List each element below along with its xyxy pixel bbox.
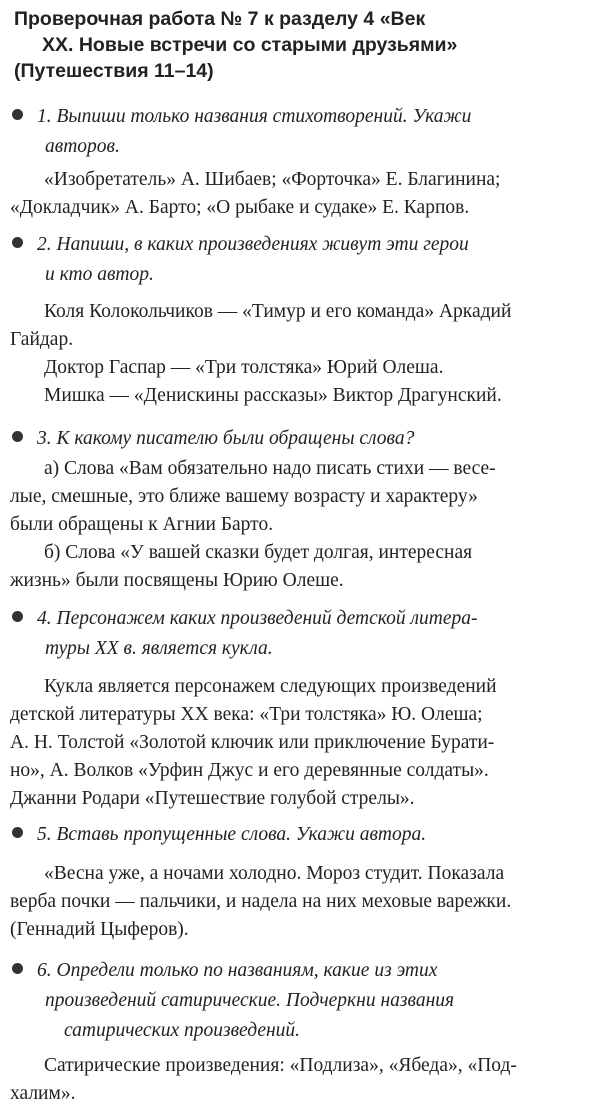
- task-5-question: [12, 820, 600, 850]
- answer-line: жизнь» были посвящены Юрию Олеше.: [10, 570, 344, 591]
- answer-line: Коля Колокольчиков — «Тимур и его команда» Аркадий: [44, 301, 512, 322]
- question-text: 5. Вставь пропущенные слова. Укажи автора.: [37, 824, 427, 845]
- answer-line: Доктор Гаспар — «Три толстяка» Юрий Олеша.: [44, 357, 444, 378]
- question-text: 1. Выпиши только названия стихотворений. Укажи: [37, 106, 472, 127]
- answer-line: лые, смешные, это ближе вашему возрасту и характеру»: [10, 486, 478, 507]
- bullet-icon: [12, 431, 23, 442]
- answer-line: (Геннадий Цыферов).: [10, 919, 189, 940]
- answer-line: Кукла является персонажем следующих произведений: [44, 676, 497, 697]
- question-text: 6. Определи только по названиям, какие из этих: [37, 960, 438, 981]
- answer-line: были обращены к Агнии Барто.: [10, 514, 274, 535]
- task-1-question: [12, 102, 600, 162]
- task-4-question: [12, 604, 600, 664]
- bullet-icon: [12, 237, 23, 248]
- answer-line: халим».: [10, 1083, 76, 1104]
- title-line: (Путешествия 11–14): [14, 60, 214, 82]
- bullet-icon: [12, 109, 23, 120]
- task-5-answer: [10, 860, 600, 944]
- answer-line: «Изобретатель» А. Шибаев; «Форточка» Е. Благинина;: [44, 169, 501, 190]
- title-line: XX. Новые встречи со старыми друзьями»: [42, 34, 458, 56]
- answer-line: б) Слова «У вашей сказки будет долгая, интересная: [44, 542, 473, 563]
- question-text: произведений сатирические. Подчеркни названия: [45, 990, 455, 1011]
- answer-line: «Докладчик» А. Барто; «О рыбаке и судаке» Е. Карпов.: [10, 197, 470, 218]
- answer-line: «Весна уже, а ночами холодно. Мороз студит. Показала: [44, 863, 505, 884]
- question-text: авторов.: [45, 136, 120, 157]
- task-2-answer: [10, 298, 600, 410]
- bullet-icon: [12, 611, 23, 622]
- task-3-answer: [10, 455, 600, 595]
- page-title: [14, 6, 594, 84]
- title-line: Проверочная работа № 7 к разделу 4 «Век: [14, 8, 426, 30]
- bullet-icon: [12, 827, 23, 838]
- bullet-icon: [12, 963, 23, 974]
- task-6-question: [12, 956, 600, 1046]
- question-text: сатирических произведений.: [64, 1020, 301, 1041]
- answer-line: Сатирические произведения: «Подлиза», «Ябеда», «Под-: [44, 1055, 517, 1076]
- answer-line: но», А. Волков «Урфин Джус и его деревянные солдаты».: [10, 760, 489, 781]
- answer-line: детской литературы XX века: «Три толстяка» Ю. Олеша;: [10, 704, 483, 725]
- task-3-question: [12, 424, 600, 454]
- question-text: и кто автор.: [45, 264, 154, 285]
- question-text: 3. К какому писателю были обращены слова?: [37, 428, 415, 449]
- question-text: 2. Напиши, в каких произведениях живут эти герои: [37, 234, 469, 255]
- task-6-answer: [10, 1052, 600, 1108]
- answer-line: Гайдар.: [10, 329, 74, 350]
- answer-line: верба почки — пальчики, и надела на них меховые варежки.: [10, 891, 512, 912]
- answer-line: а) Слова «Вам обязательно надо писать стихи — весе-: [44, 458, 496, 479]
- task-4-answer: [10, 673, 600, 813]
- task-1-answer: [10, 166, 600, 222]
- question-text: туры XX в. является кукла.: [45, 638, 273, 659]
- answer-line: Мишка — «Денискины рассказы» Виктор Драгунский.: [44, 385, 502, 406]
- answer-line: А. Н. Толстой «Золотой ключик или приключение Бурати-: [10, 732, 495, 753]
- answer-line: Джанни Родари «Путешествие голубой стрелы».: [10, 788, 415, 809]
- question-text: 4. Персонажем каких произведений детской литера-: [37, 608, 478, 629]
- task-2-question: [12, 230, 600, 290]
